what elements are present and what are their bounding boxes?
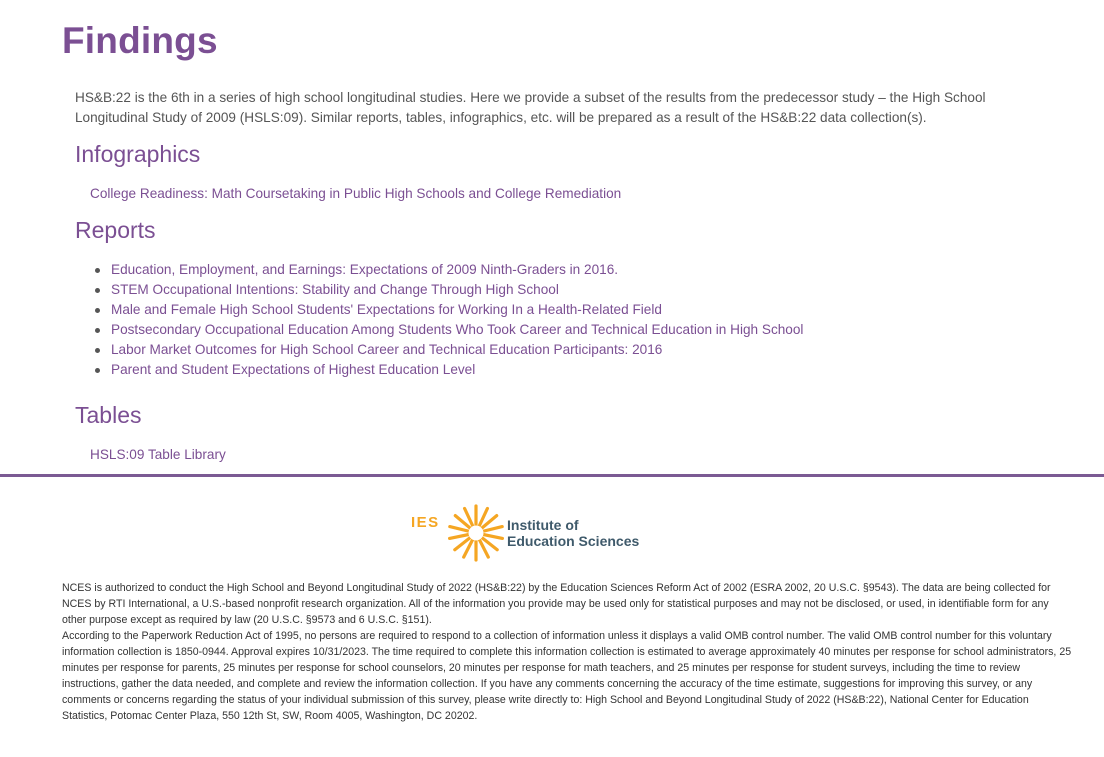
ies-wordmark-line1: Institute of xyxy=(507,517,579,533)
footer-divider xyxy=(0,474,1104,477)
infographic-link-college-readiness[interactable]: College Readiness: Math Coursetaking in Public High Schools and College Remediation xyxy=(90,186,622,201)
list-item xyxy=(95,280,803,300)
ies-wordmark-line2: Education Sciences xyxy=(507,533,640,549)
footer-paragraph-paperwork: According to the Paperwork Reduction Act of 1995, no persons are required to respond to a collection of information unless it displays a valid OMB control number. The valid OMB control number for this voluntary information collection is 1850-0944. Approval expires 10/31/2023. The time required to complete this information collection is estimated to average approximately 40 minutes per response for school administrators, 25 minutes per response for parents, 25 minutes per response for school counselors, 20 minutes per response for math teachers, and 25 minutes per response for student surveys, including the time to review instructions, gather the data needed, and complete and review the information collection. If you have any comments concerning the accuracy of the time estimate, suggestions for improving this survey, or any comments or concerns regarding the status of your individual submission of this survey, please write directly to: High School and Beyond Longitudinal Study of 2022 (HS&B:22), National Center for Education Statistics, Potomac Center Plaza, 550 12th St, SW, Room 4005, Washington, DC 20202. xyxy=(62,630,1072,722)
tables-heading: Tables xyxy=(75,402,142,428)
page-title: Findings xyxy=(62,20,218,61)
bullet-icon xyxy=(95,368,100,373)
sunburst-icon xyxy=(447,504,505,562)
list-item xyxy=(95,360,803,380)
bullet-icon xyxy=(95,308,100,313)
report-link[interactable]: STEM Occupational Intentions: Stability and Change Through High School xyxy=(111,282,559,297)
list-item xyxy=(95,320,803,340)
list-item xyxy=(95,260,803,280)
ies-logo[interactable] xyxy=(411,504,661,562)
list-item xyxy=(95,340,803,360)
report-link[interactable]: Male and Female High School Students' Expectations for Working In a Health-Related Field xyxy=(111,302,662,317)
bullet-icon xyxy=(95,328,100,333)
bullet-icon xyxy=(95,348,100,353)
table-library-link[interactable]: HSLS:09 Table Library xyxy=(90,447,226,462)
ies-abbrev: IES xyxy=(411,514,440,531)
infographics-heading: Infographics xyxy=(75,141,201,167)
bullet-icon xyxy=(95,288,100,293)
report-link[interactable]: Education, Employment, and Earnings: Expectations of 2009 Ninth-Graders in 2016. xyxy=(111,262,619,277)
list-item xyxy=(95,300,803,320)
report-link[interactable]: Labor Market Outcomes for High School Career and Technical Education Participants: 2016 xyxy=(111,342,663,357)
bullet-icon xyxy=(95,268,100,273)
intro-paragraph: HS&B:22 is the 6th in a series of high school longitudinal studies. Here we provide a subset of the results from the predecessor study – the High School Longitudinal Study of 2009 (HSLS:09). Similar reports, tables, infographics, etc. will be prepared as a result of the HS&B:22 data collection(s). xyxy=(75,90,986,125)
report-link[interactable]: Parent and Student Expectations of Highest Education Level xyxy=(111,362,476,377)
ies-wordmark xyxy=(507,517,639,549)
report-link[interactable]: Postsecondary Occupational Education Among Students Who Took Career and Technical Education in High School xyxy=(111,322,804,337)
footer-legal-text xyxy=(62,580,1072,724)
reports-heading: Reports xyxy=(75,217,156,243)
footer-paragraph-authorization: NCES is authorized to conduct the High School and Beyond Longitudinal Study of 2022 (HS&B:22) by the Education Sciences Reform Act of 2002 (ESRA 2002, 20 U.S.C. §9543). The data are being collected for NCES by RTI International, a U.S.-based nonprofit research organization. All of the information you provide may be used only for statistical purposes and may not be disclosed, or used, in identifiable form for any other purpose except as required by law (20 U.S.C. §9573 and 6 U.S.C. §151). xyxy=(62,582,1051,626)
reports-list xyxy=(95,260,803,380)
